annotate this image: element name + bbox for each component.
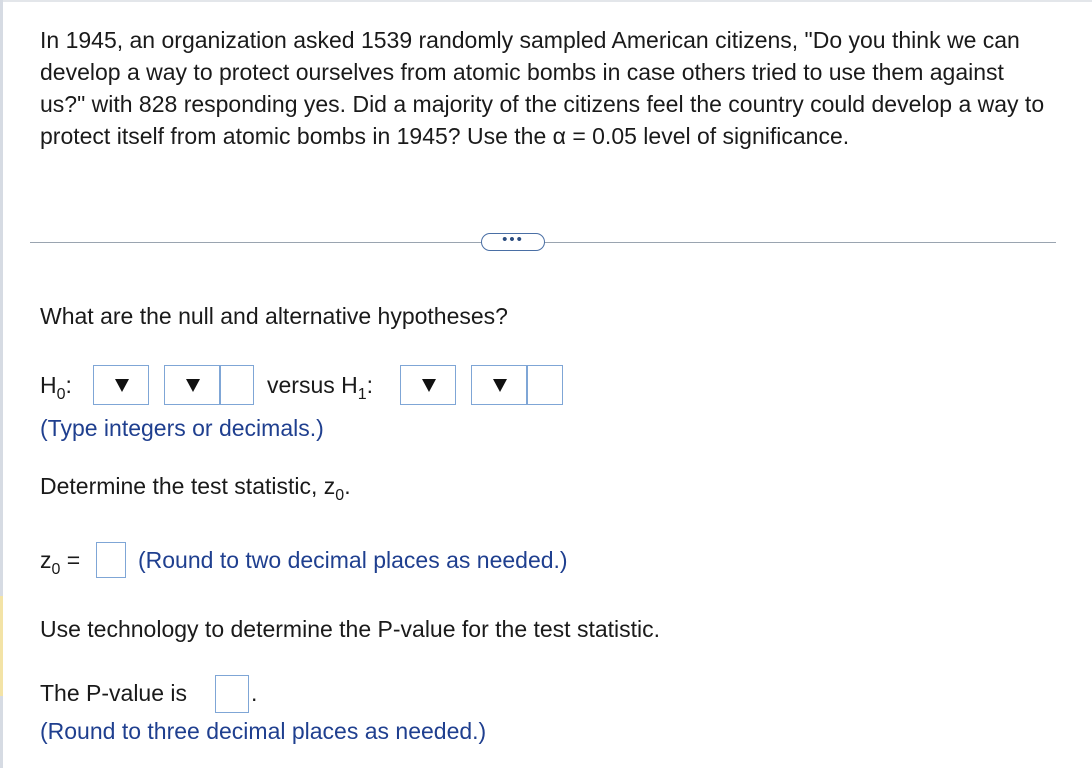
ellipsis-icon: ••• xyxy=(502,231,524,248)
more-button[interactable] xyxy=(481,233,545,251)
top-border xyxy=(0,0,1092,2)
triangle-down-icon xyxy=(186,379,200,392)
h1-value-input[interactable] xyxy=(527,365,563,405)
p-value-input[interactable] xyxy=(215,675,249,713)
z0-input[interactable] xyxy=(96,542,126,578)
triangle-down-icon xyxy=(493,379,507,392)
z0-label: $z_0$ = xyxy=(40,547,81,578)
left-accent-bar xyxy=(0,596,3,696)
question-text: In 1945, an organization asked 1539 randomly sampled American citizens, "Do you think we can develop a way to protect ourselves from atomic bombs in case others tried to use them against us?" with 828 responding yes. Did a majority of the citizens feel the country could develop a way to protect itself from atomic bombs in 1945? Use the α = 0.05 level of significance. xyxy=(40,27,1045,149)
test-statistic-prompt: Determine the test statistic, $z_0$. xyxy=(40,473,351,504)
triangle-down-icon xyxy=(115,379,129,392)
h0-operator-dropdown[interactable] xyxy=(164,365,220,405)
hypotheses-hint: (Type integers or decimals.) xyxy=(40,415,324,441)
z0-hint: (Round to two decimal places as needed.) xyxy=(138,547,568,573)
triangle-down-icon xyxy=(422,379,436,392)
p-value-hint: (Round to three decimal places as needed.) xyxy=(40,718,487,744)
h1-operator-dropdown[interactable] xyxy=(471,365,527,405)
p-value-label: The P-value is xyxy=(40,680,188,706)
h0-parameter-dropdown[interactable] xyxy=(93,365,149,405)
hypotheses-prompt: What are the null and alternative hypotheses? xyxy=(40,303,508,329)
versus-label: versus $H_1$: xyxy=(267,372,374,403)
h0-label: $H_0$: xyxy=(40,372,72,403)
h0-value-input[interactable] xyxy=(220,365,254,405)
p-value-prompt: Use technology to determine the P-value for the test statistic. xyxy=(40,616,661,642)
h1-parameter-dropdown[interactable] xyxy=(400,365,456,405)
p-value-period: . xyxy=(251,680,258,706)
